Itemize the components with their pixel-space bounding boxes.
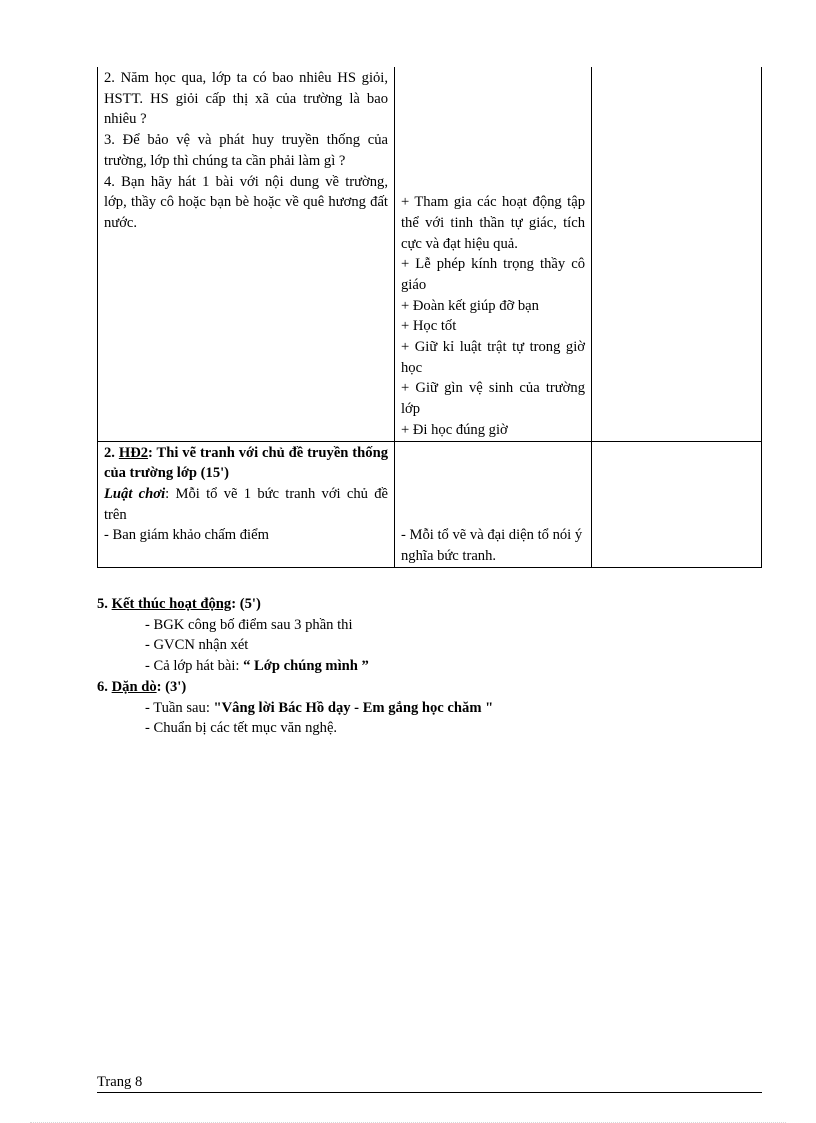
activity-2-heading: 2. HĐ2: Thi vẽ tranh với chủ đề truyền thống của trường lớp (15') — [104, 444, 388, 482]
questions-cell — [98, 67, 395, 441]
section-5-song: - Cả lớp hát bài: “ Lớp chúng mình ” — [145, 658, 369, 675]
activity-2-answer-cell — [395, 441, 592, 567]
answers-cell — [395, 67, 592, 441]
table-row — [98, 441, 762, 567]
question-4: 4. Bạn hãy hát 1 bài với nội dung về trường, lớp, thầy cô hoặc bạn bè hoặc về quê hương đất nước. — [104, 173, 388, 231]
section-5-item: - BGK công bố điểm sau 3 phần thi — [145, 616, 353, 633]
activity-table — [97, 67, 762, 568]
answer-item: + Giữ kỉ luật trật tự trong giờ học — [401, 339, 585, 376]
answer-item: + Giữ gìn vệ sinh của trường lớp — [401, 380, 585, 418]
judge-line: - Ban giám khảo chấm điểm — [104, 527, 269, 544]
section-6-next-week: - Tuần sau: "Vâng lời Bác Hồ dạy - Em gắng học chăm " — [145, 699, 494, 716]
activity-2-answer: - Mỗi tổ vẽ và đại diện tổ nói ý nghĩa bức tranh. — [401, 527, 583, 565]
section-5-heading: 5. Kết thúc hoạt động: (5') — [97, 596, 261, 612]
answer-item: + Đi học đúng giờ — [401, 421, 508, 438]
answer-item: + Học tốt — [401, 318, 457, 335]
game-rule: Luật chơi: Mỗi tổ vẽ 1 bức tranh với chủ đề trên — [104, 485, 388, 523]
answer-item: + Tham gia các hoạt động tập thể với tinh thần tự giác, tích cực và đạt hiệu quả. — [401, 194, 585, 252]
empty-cell — [592, 67, 762, 441]
section-6-prepare: - Chuẩn bị các tết mục văn nghệ. — [145, 720, 338, 737]
page-footer — [97, 1073, 762, 1093]
answer-item: + Đoàn kết giúp đỡ bạn — [401, 297, 539, 314]
section-6-heading: 6. Dặn dò: (3') — [97, 678, 187, 695]
table-row — [98, 67, 762, 441]
section-5-item: - GVCN nhận xét — [145, 637, 249, 654]
question-2: 2. Năm học qua, lớp ta có bao nhiêu HS giỏi, HSTT. HS giỏi cấp thị xã của trường là bao nhiêu ? — [104, 70, 388, 128]
closing-sections — [97, 594, 748, 739]
page-number: Trang 8 — [97, 1074, 143, 1090]
answer-item: + Lễ phép kính trọng thầy cô giáo — [401, 256, 585, 293]
question-3: 3. Để bảo vệ và phát huy truyền thống của trường, lớp thì chúng ta cần phải làm gì ? — [104, 132, 388, 169]
empty-cell — [592, 441, 762, 567]
activity-2-cell — [98, 441, 395, 567]
